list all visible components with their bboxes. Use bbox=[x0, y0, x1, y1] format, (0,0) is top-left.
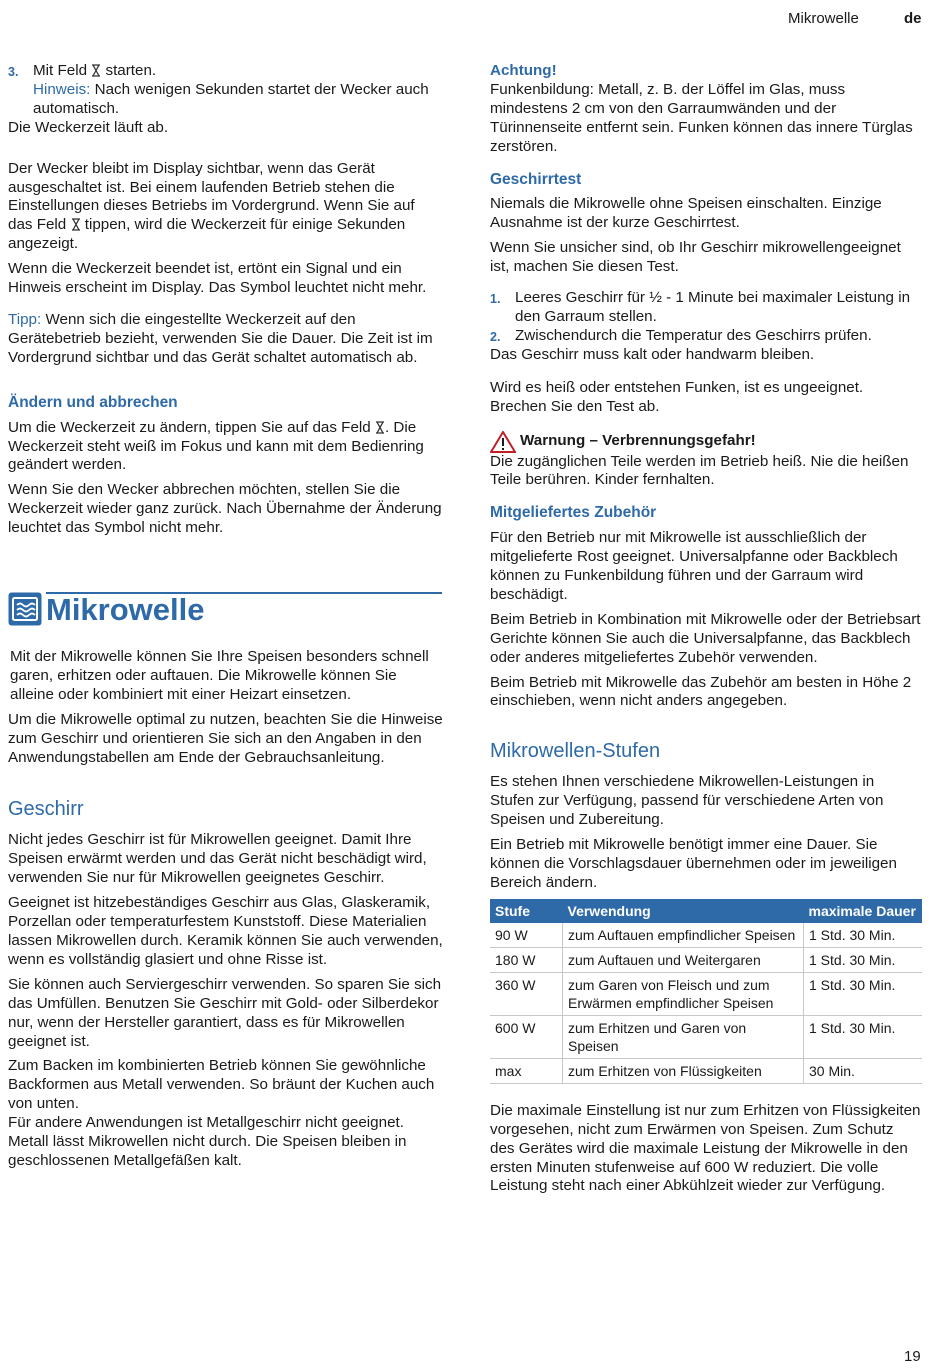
column-header: Verwendung bbox=[563, 899, 804, 923]
step-text: Zwischendurch die Temperatur des Geschirrs prüfen. bbox=[515, 326, 872, 344]
column-header: maximale Dauer bbox=[804, 899, 923, 923]
table-cell: 30 Min. bbox=[804, 1058, 923, 1083]
column-header: Stufe bbox=[490, 899, 563, 923]
paragraph: Sie können auch Serviergeschirr verwenden. So sparen Sie sich das Umfüllen. Benutzen Sie Geschirr mit Gold- oder Silberdekor nur, wenn der Hersteller garantiert, dass es für Mikrowellen geeignet ist. bbox=[8, 975, 442, 1050]
step-text: Leeres Geschirr für ½ - 1 Minute bei maximaler Leistung in den Garraum stellen. bbox=[515, 289, 911, 325]
paragraph-text: Der Wecker bleibt im Display sichtbar, wenn das Gerät ausgeschaltet ist. Bei einem laufenden Betrieb stehen die Einstellungen dieses Betriebs im Vordergrund. Wenn Sie auf das Feld bbox=[8, 159, 415, 234]
table-row bbox=[490, 923, 922, 948]
warning-heading bbox=[490, 431, 922, 453]
table-cell: zum Garen von Fleisch und zum Erwärmen empfindlicher Speisen bbox=[563, 972, 804, 1015]
table-cell: 1 Std. 30 Min. bbox=[804, 923, 923, 948]
paragraph: Nicht jedes Geschirr ist für Mikrowellen geeignet. Damit Ihre Speisen erwärmt werden und das Gerät nicht beschädigt wird, verwenden Sie nur für Mikrowellen geeignetes Geschirr. bbox=[8, 831, 427, 887]
table-cell: 1 Std. 30 Min. bbox=[804, 947, 923, 972]
paragraph bbox=[8, 419, 443, 476]
table-row bbox=[490, 972, 922, 1015]
paragraph: Wenn Sie den Wecker abbrechen möchten, stellen Sie die Weckerzeit wieder ganz zurück. Nach Übernahme der Änderung leuchtet das Symbol nicht mehr. bbox=[8, 481, 442, 537]
table-cell: zum Erhitzen und Garen von Speisen bbox=[563, 1015, 804, 1058]
table-cell: 360 W bbox=[490, 972, 563, 1015]
page-number: 19 bbox=[904, 1348, 921, 1365]
subheading-dish-test: Geschirrtest bbox=[490, 170, 582, 188]
paragraph: Wenn die Weckerzeit beendet ist, ertönt ein Signal und ein Hinweis erscheint im Display. Das Symbol leuchtet nicht mehr. bbox=[8, 260, 427, 297]
paragraph: Es stehen Ihnen verschiedene Mikrowellen-Leistungen in Stufen zur Verfügung, passend für verschiedene Arten von Speisen und Zubereitung. bbox=[490, 773, 884, 829]
paragraph: Niemals die Mikrowelle ohne Speisen einschalten. Einzige Ausnahme ist der kurze Geschirrtest. bbox=[490, 195, 882, 232]
paragraph: Für den Betrieb nur mit Mikrowelle ist ausschließlich der mitgelieferte Rost geeignet. Universalpfanne oder Backblech können zu Funkenbildung führen und der Garraum wird beschädigt. bbox=[490, 529, 898, 603]
paragraph: Ein Betrieb mit Mikrowelle benötigt immer eine Dauer. Sie können die Vorschlagsdauer übernehmen oder im jeweiligen Bereich ändern. bbox=[490, 836, 897, 891]
paragraph-text: tippen, wird die Weckerzeit für einige Sekunden angezeigt. bbox=[8, 216, 406, 253]
paragraph-text: Um die Weckerzeit zu ändern, tippen Sie auf das Feld bbox=[8, 418, 371, 436]
paragraph-text: . Die Weckerzeit steht weiß im Fokus und kann mit dem Bedienring geändert werden. bbox=[8, 418, 424, 474]
step-text-post: starten. bbox=[105, 62, 157, 79]
tip-label: Tipp: bbox=[8, 310, 42, 328]
left-column bbox=[8, 62, 443, 1177]
paragraph bbox=[8, 160, 443, 255]
table-row bbox=[490, 1015, 922, 1058]
microwave-icon bbox=[8, 592, 42, 626]
tip-text: Wenn sich die eingestellte Weckerzeit auf den Gerätebetrieb bezieht, verwenden Sie die Dauer. Die Zeit ist im Vordergrund sichtbar und das Gerät schaltet automatisch ab. bbox=[8, 310, 433, 366]
heading-microwave-levels: Mikrowellen-Stufen bbox=[490, 740, 661, 763]
paragraph: Beim Betrieb mit Mikrowelle das Zubehör am besten in Höhe 2 einschieben, wenn nicht anders angegeben. bbox=[490, 673, 912, 710]
table-cell: 90 W bbox=[490, 923, 563, 948]
step-number: 1. bbox=[490, 292, 501, 307]
step-text-pre: Mit Feld bbox=[33, 62, 88, 79]
paragraph: Mit der Mikrowelle können Sie Ihre Speisen besonders schnell garen, erhitzen oder auftauen. Die Mikrowelle können Sie alleine oder kombiniert mit einer Heizart einsetzen. bbox=[10, 648, 429, 703]
table-cell: 1 Std. 30 Min. bbox=[804, 1015, 923, 1058]
test-step-1 bbox=[490, 289, 922, 327]
paragraph: Wird es heiß oder entstehen Funken, ist es ungeeignet. Brechen Sie den Test ab. bbox=[490, 378, 864, 415]
paragraph: Wenn Sie unsicher sind, ob Ihr Geschirr mikrowellengeeignet ist, machen Sie diesen Test. bbox=[490, 239, 901, 276]
running-header-title: Mikrowelle bbox=[788, 10, 859, 27]
tip-note bbox=[8, 311, 443, 368]
table-header-row bbox=[490, 899, 922, 923]
subheading-accessories: Mitgeliefertes Zubehör bbox=[490, 504, 657, 522]
hint-note bbox=[8, 81, 443, 119]
paragraph: Geeignet ist hitzebeständiges Geschirr aus Glas, Glaskeramik, Porzellan oder temperaturfestem Kunststoff. Diese Materialien lassen Mikrowellen durch. Keramik können Sie auch verwenden, wenn es vollständig glasiert und ohne Risse ist. bbox=[8, 894, 443, 968]
paragraph: Die maximale Einstellung ist nur zum Erhitzen von Flüssigkeiten vorgesehen, nicht zum Erwärmen von Speisen. Zum Schutz des Gerätes wird die maximale Leistung der Mikrowelle in den ersten Minuten stufenweise auf 600 W reduziert. Die volle Leistung steht nach einer Abkühlzeit wieder zur Verfügung. bbox=[490, 1101, 921, 1195]
timer-running-result: Die Weckerzeit läuft ab. bbox=[8, 118, 169, 136]
caution-text: Funkenbildung: Metall, z. B. der Löffel im Glas, muss mindestens 2 cm von den Garraumwänden und der Türinnenseite entfernt sein. Funken können das innere Türglas zerstören. bbox=[490, 80, 913, 155]
power-levels-table bbox=[490, 899, 922, 1084]
timer-icon bbox=[375, 421, 385, 434]
table-cell: zum Auftauen empfindlicher Speisen bbox=[563, 923, 804, 948]
hint-label: Hinweis: bbox=[33, 80, 91, 98]
heading-geschirr: Geschirr bbox=[8, 798, 84, 821]
step-number: 2. bbox=[490, 329, 501, 344]
timer-icon bbox=[91, 64, 101, 77]
test-result: Das Geschirr muss kalt oder handwarm bleiben. bbox=[490, 345, 815, 363]
paragraph-text: Zum Backen im kombinierten Betrieb können Sie gewöhnliche Backformen aus Metall verwenden. So bräunt der Kuchen auch von unten. bbox=[8, 1057, 435, 1113]
section-title: Mikrowelle bbox=[46, 592, 205, 628]
table-cell: zum Erhitzen von Flüssigkeiten bbox=[563, 1058, 804, 1083]
language-code: de bbox=[904, 10, 922, 27]
hint-text: Nach wenigen Sekunden startet der Wecker auch automatisch. bbox=[33, 80, 429, 117]
table-cell: 1 Std. 30 Min. bbox=[804, 972, 923, 1015]
paragraph: Beim Betrieb in Kombination mit Mikrowelle oder der Betriebsart Gerichte können Sie auch die Universalpfanne, das Backblech oder anderes mitgeliefertes Zubehör verwenden. bbox=[490, 610, 921, 666]
caution-label: Achtung! bbox=[490, 62, 557, 79]
step-3 bbox=[8, 62, 443, 81]
test-step-2 bbox=[490, 327, 922, 346]
table-cell: zum Auftauen und Weitergaren bbox=[563, 947, 804, 972]
paragraph bbox=[8, 1057, 443, 1170]
subheading-change-cancel: Ändern und abbrechen bbox=[8, 393, 178, 411]
table-cell: 180 W bbox=[490, 947, 563, 972]
paragraph-text: Für andere Anwendungen ist Metallgeschirr nicht geeignet. Metall lässt Mikrowellen nicht durch. Die Speisen bleiben in geschlossenen Metallgefäßen kalt. bbox=[8, 1114, 407, 1169]
step-number: 3. bbox=[8, 65, 19, 79]
timer-icon bbox=[71, 218, 81, 231]
table-row bbox=[490, 947, 922, 972]
paragraph: Um die Mikrowelle optimal zu nutzen, beachten Sie die Hinweise zum Geschirr und orientieren Sie sich an den Angaben in den Anwendungstabellen am Ende der Gebrauchsanleitung. bbox=[8, 710, 443, 766]
warning-label: Warnung – Verbrennungsgefahr! bbox=[520, 432, 756, 450]
warning-triangle-icon bbox=[490, 431, 516, 453]
table-cell: 600 W bbox=[490, 1015, 563, 1058]
right-column bbox=[490, 62, 922, 1202]
section-header-microwave bbox=[8, 592, 443, 632]
table-cell: max bbox=[490, 1058, 563, 1083]
warning-text: Die zugänglichen Teile werden im Betrieb heiß. Nie die heißen Teile berühren. Kinder fernhalten. bbox=[490, 452, 909, 489]
table-row bbox=[490, 1058, 922, 1083]
